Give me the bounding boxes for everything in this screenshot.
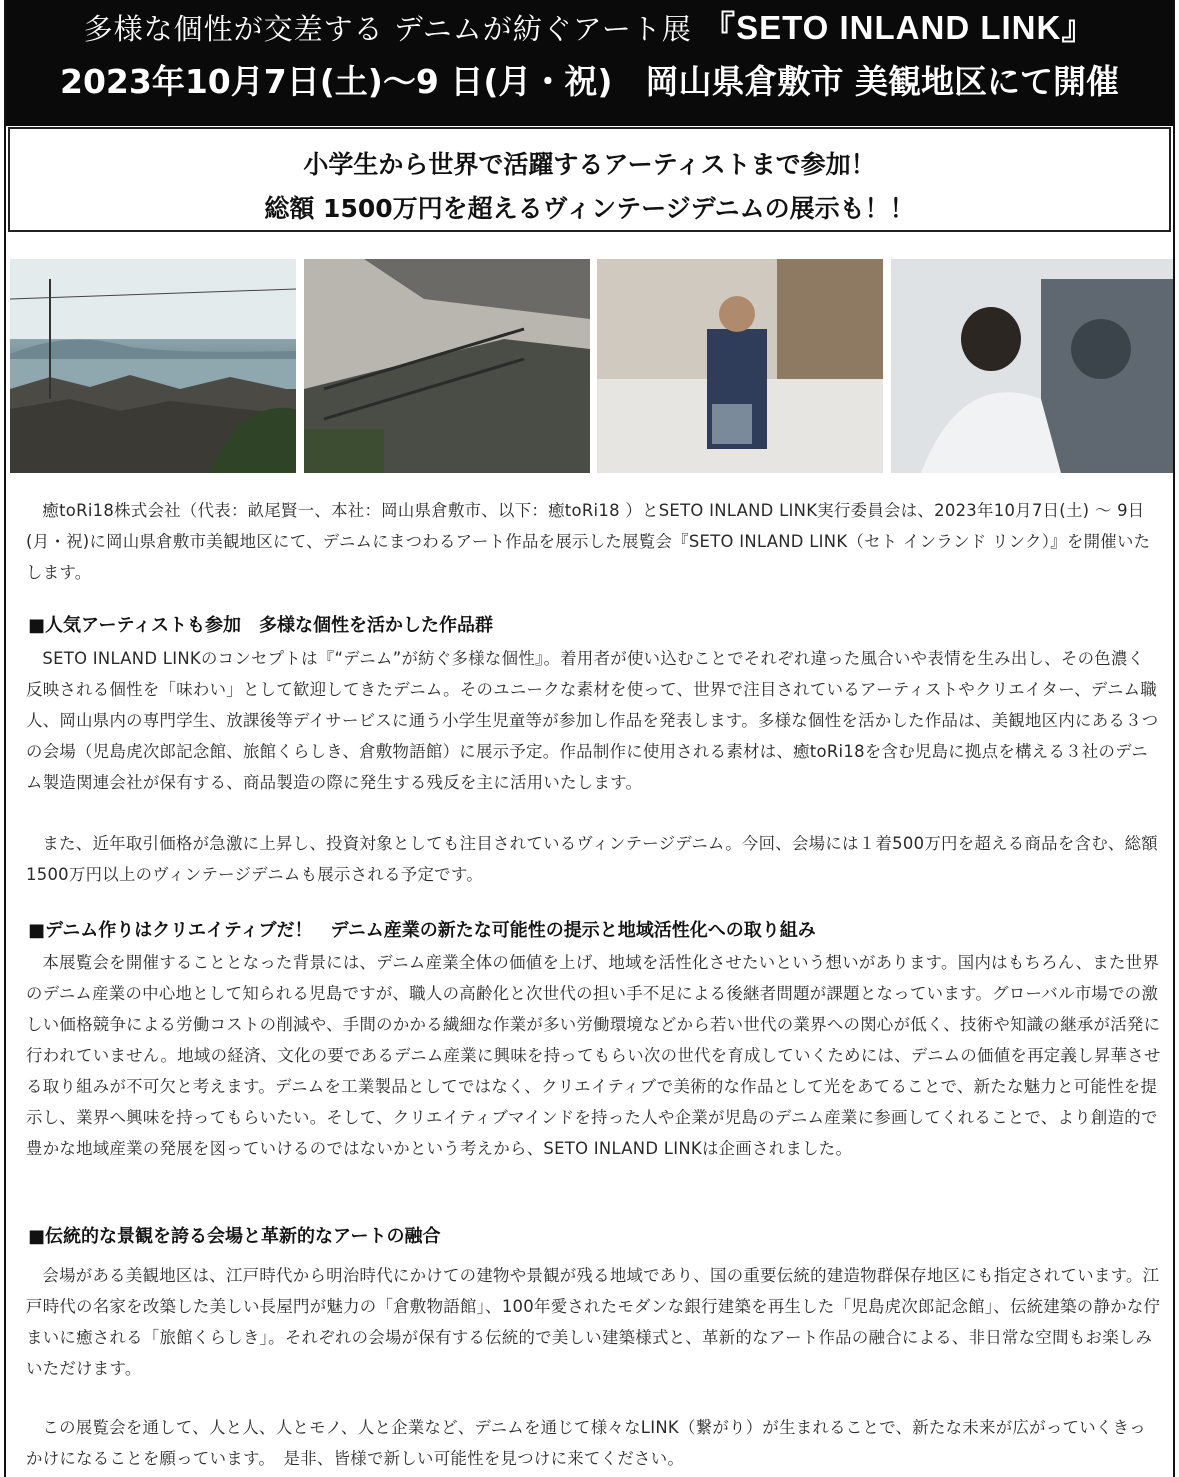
- highlight-box: [8, 127, 1171, 232]
- photo-sewing-worker: [891, 259, 1175, 473]
- event-tagline: [6, 2, 1173, 49]
- section1-paragraph-1: SETO INLAND LINKのコンセプトは『“デニム”が紡ぐ多様な個性』。着用者が使い込むことでそれぞれ違った風合いや表情を生み出し、その色濃く反映される個性を「味わい」として歓迎してきたデニム。そのユニークな素材を使って、世界で注目されているアーティストやクリエイター、デニム職人、岡山県内の専門学生、放課後等デイサービスに通う小学生児童等が参加し作品を発表します。多様な個性を活かした作品は、美観地区内にある３つの会場（児島虎次郎記念館、旅館くらしき、倉敷物語館）に展示予定。作品制作に使用される素材は、癒toRi18を含む児島に拠点を構える３社のデニム製造関連会社が保有する、商品製造の際に発生する残反を主に活用いたします。: [26, 649, 1159, 792]
- title-banner: [6, 0, 1173, 126]
- photo-strip: [10, 259, 1173, 473]
- section1-paragraph-2: また、近年取引価格が急激に上昇し、投資対象としても注目されているヴィンテージデニム。今回、会場には１着500万円を超える商品を含む、総額1500万円以上のヴィンテージデニムも展示される予定です。: [26, 834, 1158, 884]
- closing-paragraph: この展覧会を通して、人と人、人とモノ、人と企業など、デニムを通じて様々なLINK（繋がり）が生まれることで、新たな未来が広がっていくきっかけになることを願っています。 是非、皆様で新しい可能性を見つけに来てください。: [26, 1418, 1146, 1468]
- event-date-location: 2023年10月7日(土)〜9 日(月・祝) 岡山県倉敷市 美観地区にて開催: [60, 62, 1119, 101]
- section2-paragraph-1: 本展覧会を開催することとなった背景には、デニム産業全体の価値を上げ、地域を活性化させたいという想いがあります。国内はもちろん、また世界のデニム産業の中心地として知られる児島ですが、職人の高齢化と次世代の担い手不足による後継者問題が課題となっています。グローバル市場での激しい価格競争による労働コストの削減や、手間のかかる繊細な作業が多い労働環境などから若い世代の業界への関心が低く、技術や知識の継承が活発に行われていません。地域の経済、文化の要であるデニム産業に興味を持ってもらい次の世代を育成していくためには、デニムの価値を再定義し昇華させる取り組みが不可欠と考えます。デニムを工業製品としてではなく、クリエイティブで美術的な作品として光をあてることで、新たな魅力と可能性を提示し、業界へ興味を持ってもらいたい。そして、クリエイティブマインドを持った人や企業が児島のデニム産業に参画してくれることで、より創造的で豊かな地域産業の発展を図っていけるのではないかという考えから、SETO INLAND LINKは企画されました。: [26, 953, 1161, 1158]
- event-tagline-jp: 多様な個性が交差する デニムが紡ぐアート展: [83, 12, 692, 46]
- section1-heading: ■人気アーティストも参加 多様な個性を活かした作品群: [28, 615, 494, 636]
- section2-heading: ■デニム作りはクリエイティブだ！ デニム産業の新たな可能性の提示と地域活性化への取り組み: [28, 920, 816, 941]
- section3-paragraph-1: 会場がある美観地区は、江戸時代から明治時代にかけての建物や景観が残る地域であり、国の重要伝統的建造物群保存地区にも指定されています。江戸時代の名家を改築した美しい長屋門が魅力の「倉敷物語館」、100年愛されたモダンな銀行建築を再生した「児島虎次郎記念館」、伝統建築の静かな佇まいに癒される「旅館くらしき」。それぞれの会場が保有する伝統的で美しい建築様式と、革新的なアート作品の融合による、非日常な空間もお楽しみいただけます。: [26, 1266, 1161, 1378]
- photo-town-seascape: [10, 259, 296, 473]
- press-release-page: [4, 0, 1175, 1477]
- photo-factory-stairs: [304, 259, 590, 473]
- highlight-line-1: 小学生から世界で活躍するアーティストまで参加！: [303, 150, 876, 179]
- intro-paragraph: 癒toRi18株式会社（代表：畝尾賢一、本社：岡山県倉敷市、以下：癒toRi18 ）とSETO INLAND LINK実行委員会は、2023年10月7日(土) 〜 9日(月・祝)に岡山県倉敷市美観地区にて、デニムにまつわるアート作品を展示した展覧会『SETO INLAND LINK（セト インランド リンク）』を開催いたします。: [26, 501, 1151, 582]
- event-name: 『SETO INLAND LINK』: [702, 9, 1096, 46]
- section3-heading: ■伝統的な景観を誇る会場と革新的なアートの融合: [28, 1226, 441, 1247]
- highlight-line-2: 総額 1500万円を超えるヴィンテージデニムの展示も！！: [264, 194, 915, 223]
- photo-craftsman-workshop: [597, 259, 883, 473]
